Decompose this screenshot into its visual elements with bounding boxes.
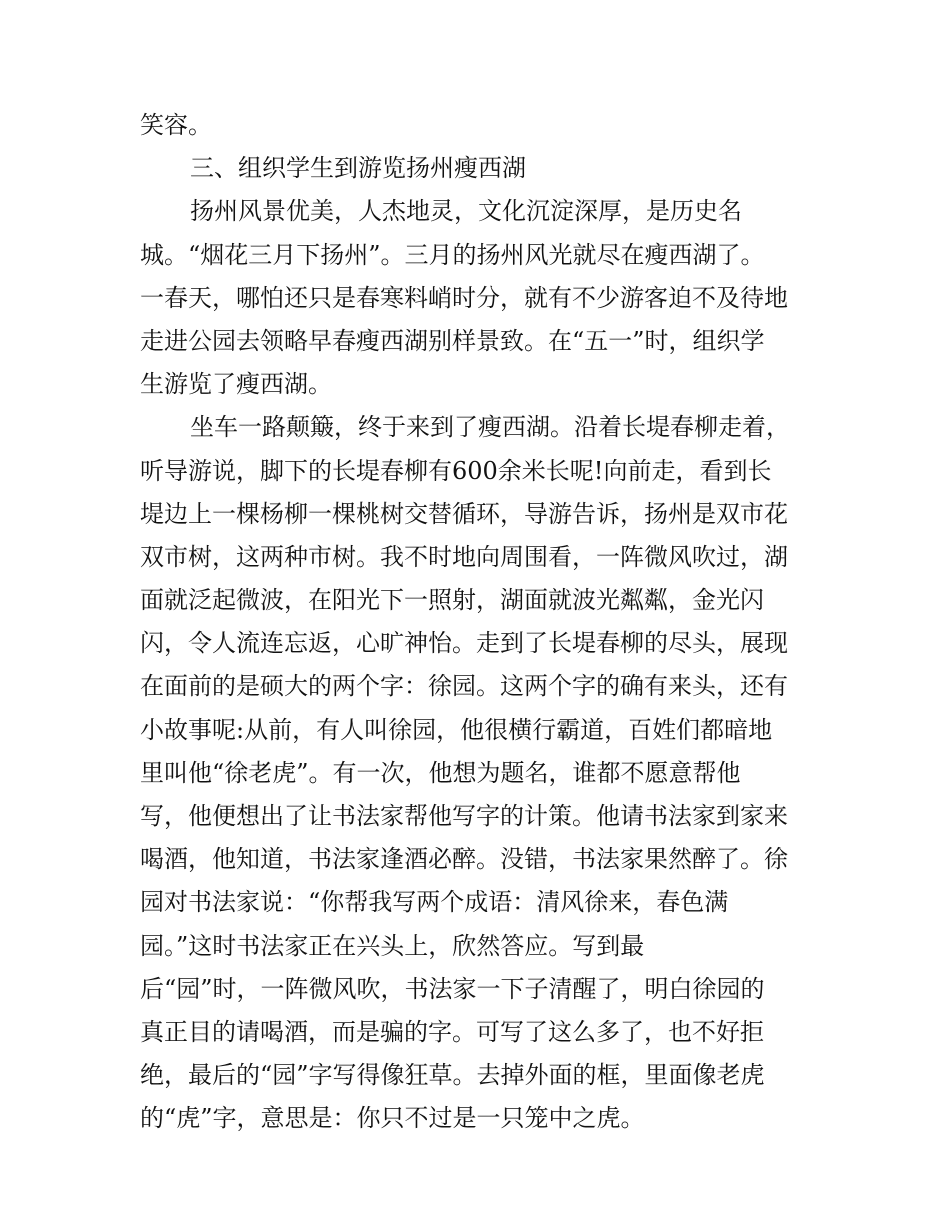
text-line: 真正目的请喝酒，而是骗的字。可写了这么多了，也不好拒: [140, 1017, 764, 1046]
text-line: 堤边上一棵杨柳一棵桃树交替循环，导游告诉，扬州是双市花: [140, 499, 788, 528]
text-line: 生游览了瘦西湖。: [140, 370, 332, 399]
text-line: 园对书法家说：“你帮我写两个成语：清风徐来，春色满: [140, 888, 729, 917]
text-line: 的“虎”字，意思是：你只不过是一只笼中之虎。: [140, 1104, 645, 1133]
text-line: 绝，最后的“园”字写得像狂草。去掉外面的框，里面像老虎: [140, 1061, 765, 1090]
text-line: 里叫他“徐老虎”。有一次，他想为题名，谁都不愿意帮他: [140, 758, 741, 787]
text-line: 一春天，哪怕还只是春寒料峭时分，就有不少游客迫不及待地: [140, 283, 788, 312]
text-line: 听导游说，脚下的长堤春柳有600余米长呢!向前走，看到长: [140, 456, 772, 485]
text-line: 走进公园去领略早春瘦西湖别样景致。在“五一”时，组织学: [140, 326, 765, 355]
text-line: 园。”这时书法家正在兴头上，欣然答应。写到最: [140, 931, 645, 960]
text-line: 闪，令人流连忘返，心旷神怡。走到了长堤春柳的尽头，展现: [140, 629, 788, 658]
text-line: 小故事呢:从前，有人叫徐园，他很横行霸道，百姓们都暗地: [140, 715, 773, 744]
text-line: 写，他便想出了让书法家帮他写字的计策。他请书法家到家来: [140, 802, 788, 830]
text-line: 坐车一路颠簸，终于来到了瘦西湖。沿着长堤春柳走着，: [190, 413, 790, 442]
text-line: 笑容。: [140, 111, 212, 139]
text-line: 喝酒，他知道，书法家逢酒必醉。没错，书法家果然醉了。徐: [140, 845, 788, 874]
section-heading: 三、组织学生到游览扬州瘦西湖: [190, 154, 526, 183]
text-line: 扬州风景优美，人杰地灵，文化沉淀深厚，是历史名: [190, 197, 742, 226]
text-line: 城。“烟花三月下扬州”。三月的扬州风光就尽在瘦西湖了。: [140, 240, 765, 269]
text-line: 后“园”时，一阵微风吹，书法家一下子清醒了，明白徐园的: [140, 974, 765, 1003]
document-body: [140, 104, 820, 1141]
text-line: 双市树，这两种市树。我不时地向周围看，一阵微风吹过，湖: [140, 542, 788, 571]
text-line: 在面前的是硕大的两个字：徐园。这两个字的确有来头，还有: [140, 672, 788, 701]
text-line: 面就泛起微波，在阳光下一照射，湖面就波光粼粼，金光闪: [140, 586, 764, 615]
